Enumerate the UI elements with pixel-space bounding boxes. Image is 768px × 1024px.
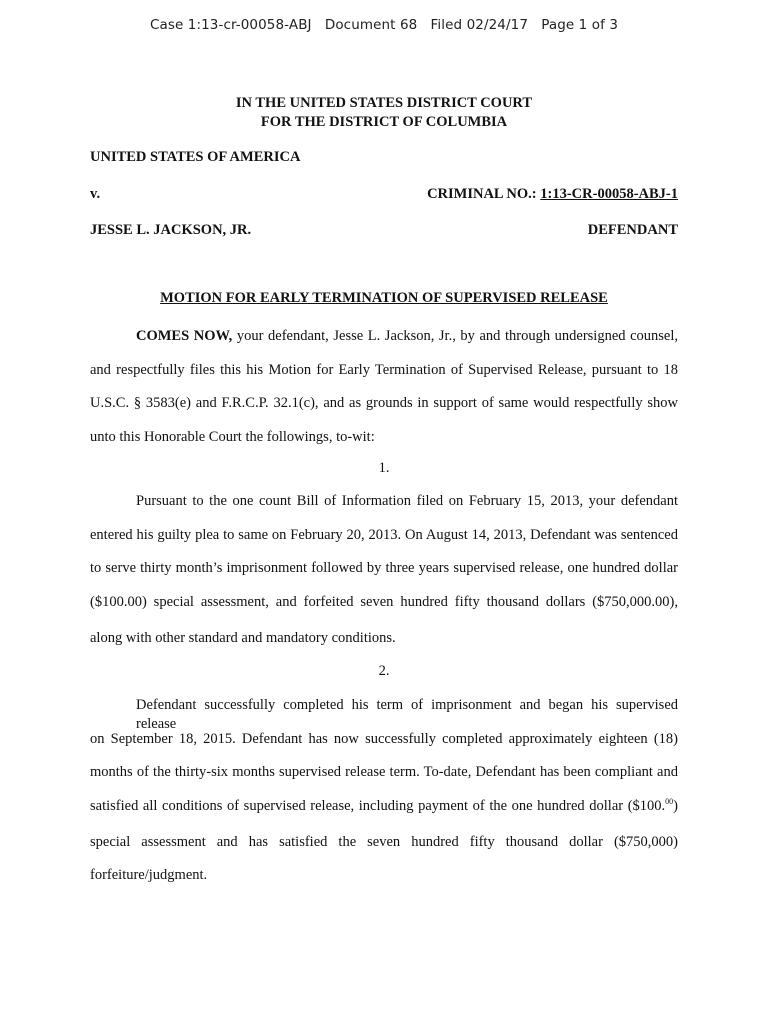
section-2-line-5: special assessment and has satisfied the seven hundred fifty thousand dollar ($750,000) [90, 833, 678, 850]
intro-paragraph [90, 327, 678, 461]
intro-line-3: U.S.C. § 3583(e) and F.R.C.P. 32.1(c), and as grounds in support of same would respectfully show [90, 395, 678, 412]
section-2-line-4-text: satisfied all conditions of supervised release, including payment of the one hundred dollar ($100. [90, 797, 666, 814]
intro-lead: COMES NOW, [136, 328, 233, 344]
section-1-paragraph [90, 492, 678, 662]
section-2-paragraph [90, 696, 678, 900]
court-heading [0, 94, 768, 132]
section-1-line-2: entered his guilty plea to same on February 20, 2013. On August 14, 2013, Defendant was sentenced [90, 526, 678, 543]
document-number: Document 68 [324, 17, 418, 33]
motion-title: MOTION FOR EARLY TERMINATION OF SUPERVISED RELEASE [160, 290, 608, 306]
criminal-number-value: 1:13-CR-00058-ABJ-1 [540, 186, 678, 202]
section-2-line-2: on September 18, 2015. Defendant has now successfully completed approximately eighteen (18) [90, 730, 678, 747]
defendant-name: JESSE L. JACKSON, JR. [90, 222, 252, 238]
superscript-cents: 00 [665, 796, 674, 806]
section-2-line-1: Defendant successfully completed his term of imprisonment and began his supervised release [136, 697, 678, 732]
section-2-number: 2. [378, 663, 390, 679]
court-heading-line2: FOR THE DISTRICT OF COLUMBIA [260, 114, 508, 130]
section-2-line-4-end: ) [673, 797, 678, 814]
court-heading-line1: IN THE UNITED STATES DISTRICT COURT [235, 95, 533, 111]
case-number: Case 1:13-cr-00058-ABJ [149, 17, 312, 33]
section-2-line-6: forfeiture/judgment. [90, 867, 208, 884]
section-1-line-4: ($100.00) special assessment, and forfeited seven hundred fifty thousand dollars ($750,000.00), [90, 593, 678, 610]
filed-date: Filed 02/24/17 [430, 17, 529, 33]
criminal-number-label: CRIMINAL NO.: [427, 186, 541, 202]
filing-header [0, 17, 768, 33]
section-1-line-1: Pursuant to the one count Bill of Information filed on February 15, 2013, your defendant [136, 493, 678, 509]
section-1-line-3: to serve thirty month’s imprisonment followed by three years supervised release, one hundred dollar [90, 560, 678, 577]
criminal-number [427, 186, 678, 203]
intro-line-2: and respectfully files this his Motion for Early Termination of Supervised Release, pursuant to 18 [90, 361, 678, 378]
section-1-number: 1. [378, 460, 390, 476]
section-2-line-3: months of the thirty-six months supervised release term. To-date, Defendant has been compliant and [90, 764, 678, 781]
intro-line-1 [90, 327, 678, 361]
versus: v. [90, 186, 101, 202]
section-2-line-4 [90, 797, 678, 833]
intro-line-1-text: your defendant, Jesse L. Jackson, Jr., by and through undersigned counsel, [232, 328, 679, 344]
page-indicator: Page 1 of 3 [541, 17, 619, 33]
section-1-line-5: along with other standard and mandatory conditions. [90, 629, 396, 646]
plaintiff-name: UNITED STATES OF AMERICA [90, 149, 301, 165]
intro-line-4: unto this Honorable Court the followings, to-wit: [90, 428, 375, 445]
defendant-label: DEFENDANT [587, 222, 678, 238]
